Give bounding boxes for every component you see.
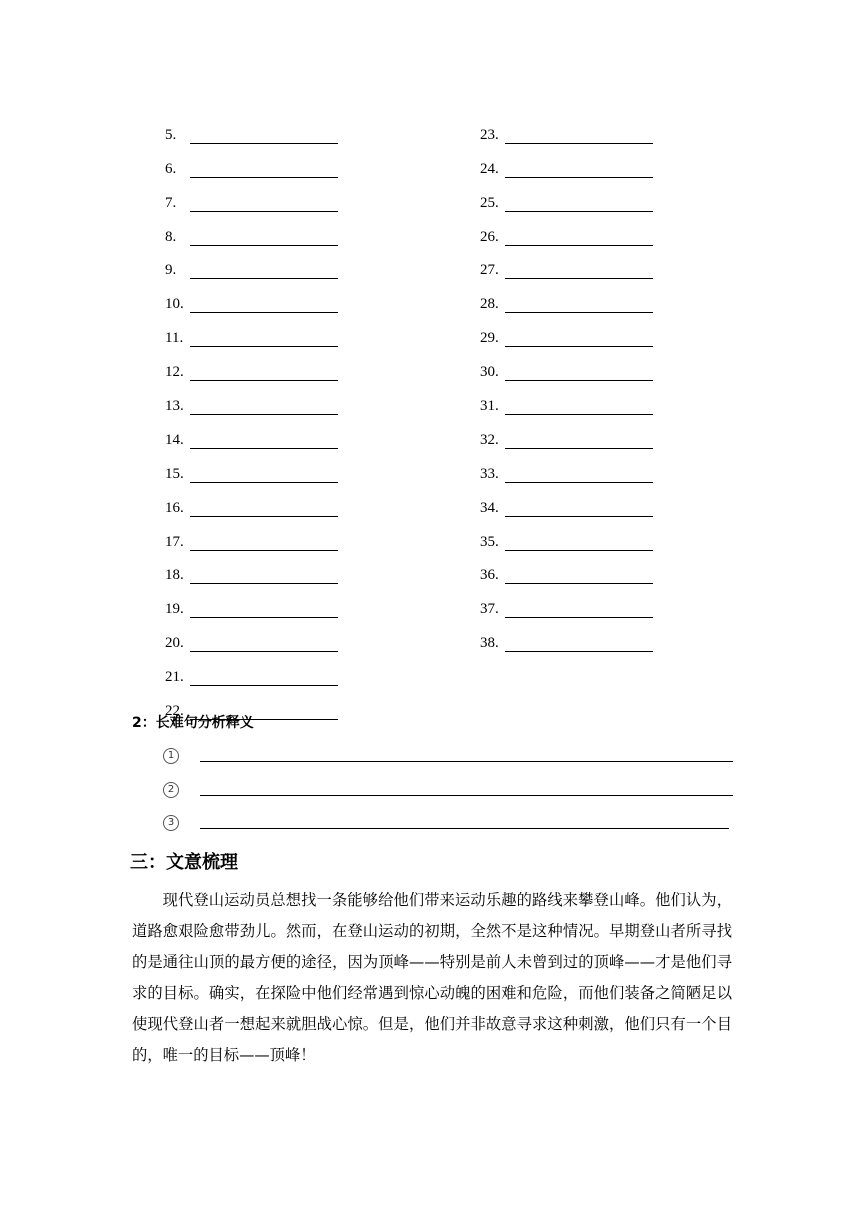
answer-blank[interactable]	[505, 534, 653, 551]
answer-line[interactable]	[200, 761, 733, 762]
answer-row	[480, 212, 740, 246]
answer-number: 11.	[165, 330, 184, 347]
sentence-analysis-row	[163, 815, 733, 837]
answer-blank[interactable]	[505, 161, 653, 178]
section-3-title: 三：文意梳理	[130, 852, 238, 873]
answer-row	[165, 381, 425, 415]
answer-number: 31.	[480, 398, 499, 415]
answer-number: 21.	[165, 669, 184, 686]
answer-blank[interactable]	[505, 466, 653, 483]
answer-line[interactable]	[200, 795, 733, 796]
answer-number: 5.	[165, 126, 177, 143]
passage-paragraph: 现代登山运动员总想找一条能够给他们带来运动乐趣的路线来攀登山峰。他们认为，道路愈艰险愈带劲儿。然而，在登山运动的初期，全然不是这种情况。早期登山者所寻找的是通往山顶的最方便的途径，因为顶峰——特别是前人未曾到过的顶峰——才是他们寻求的目标。确实，在探险中他们经常遇到惊心动魄的困难和危险，而他们装备之简陋足以使现代登山者一想起来就胆战心惊。但是，他们并非故意寻求这种刺激，他们只有一个目的，唯一的目标——顶峰！	[132, 891, 732, 1064]
answer-row	[480, 313, 740, 347]
answer-number: 18.	[165, 567, 184, 584]
answer-line[interactable]	[200, 828, 729, 829]
answer-row	[165, 415, 425, 449]
answer-blank[interactable]	[505, 567, 653, 584]
answer-number: 8.	[165, 228, 177, 245]
answer-number: 14.	[165, 431, 184, 448]
answer-blank[interactable]	[505, 229, 653, 246]
answer-row	[480, 517, 740, 551]
answer-row	[165, 212, 425, 246]
answer-number: 28.	[480, 296, 499, 313]
answer-row	[480, 110, 740, 144]
answer-number: 19.	[165, 601, 184, 618]
answer-blank[interactable]	[190, 161, 338, 178]
answer-number: 10.	[165, 296, 184, 313]
answer-blank[interactable]	[190, 432, 338, 449]
answer-number: 7.	[165, 194, 177, 211]
answer-row	[165, 584, 425, 618]
answer-number: 24.	[480, 160, 499, 177]
answer-blank[interactable]	[505, 127, 653, 144]
answer-blank[interactable]	[190, 127, 338, 144]
answer-blank[interactable]	[505, 364, 653, 381]
answer-row	[480, 279, 740, 313]
answer-row	[165, 618, 425, 652]
answer-row	[165, 313, 425, 347]
answer-number: 34.	[480, 499, 499, 516]
answer-blank[interactable]	[190, 330, 338, 347]
answer-blank[interactable]	[190, 398, 338, 415]
answer-blank[interactable]	[190, 364, 338, 381]
answer-blank[interactable]	[190, 669, 338, 686]
answer-row	[165, 483, 425, 517]
answer-row	[480, 415, 740, 449]
answer-blank[interactable]	[190, 534, 338, 551]
answer-row	[165, 517, 425, 551]
answer-row	[480, 551, 740, 585]
answer-row	[480, 449, 740, 483]
section-2-title: 2：长难句分析释义	[132, 715, 254, 731]
answer-column-left	[165, 110, 425, 720]
answer-row	[165, 279, 425, 313]
answer-row	[480, 584, 740, 618]
answer-blank[interactable]	[505, 635, 653, 652]
answer-blank[interactable]	[190, 296, 338, 313]
answer-number: 26.	[480, 228, 499, 245]
answer-number: 35.	[480, 533, 499, 550]
answer-number: 33.	[480, 465, 499, 482]
answer-row	[480, 246, 740, 280]
answer-number: 23.	[480, 126, 499, 143]
answer-number: 17.	[165, 533, 184, 550]
answer-row	[480, 144, 740, 178]
answer-number: 6.	[165, 160, 177, 177]
answer-number: 22.	[165, 703, 184, 720]
answer-blank[interactable]	[505, 262, 653, 279]
answer-row	[165, 652, 425, 686]
answer-number: 32.	[480, 431, 499, 448]
answer-row	[165, 449, 425, 483]
answer-row	[480, 483, 740, 517]
answer-row	[480, 347, 740, 381]
sentence-analysis-row	[163, 782, 733, 804]
answer-column-right	[480, 110, 740, 652]
answer-blank[interactable]	[190, 635, 338, 652]
answer-row	[165, 178, 425, 212]
answer-blank[interactable]	[505, 398, 653, 415]
answer-row	[165, 144, 425, 178]
answer-blank[interactable]	[190, 262, 338, 279]
answer-row	[480, 618, 740, 652]
answer-number: 16.	[165, 499, 184, 516]
answer-row	[165, 246, 425, 280]
answer-number: 9.	[165, 262, 177, 279]
answer-blank[interactable]	[505, 432, 653, 449]
answer-blank[interactable]	[190, 229, 338, 246]
answer-number: 20.	[165, 635, 184, 652]
answer-blank[interactable]	[190, 500, 338, 517]
answer-number: 30.	[480, 364, 499, 381]
circled-number: 1	[163, 748, 179, 764]
answer-number: 25.	[480, 194, 499, 211]
answer-blank[interactable]	[190, 601, 338, 618]
answer-number: 27.	[480, 262, 499, 279]
sentence-analysis-row	[163, 748, 733, 770]
answer-number: 29.	[480, 330, 499, 347]
answer-row	[165, 551, 425, 585]
circled-number: 3	[163, 815, 179, 831]
answer-row	[480, 381, 740, 415]
answer-number: 37.	[480, 601, 499, 618]
answer-blank[interactable]	[190, 567, 338, 584]
answer-row	[165, 347, 425, 381]
answer-number: 38.	[480, 635, 499, 652]
answer-row	[165, 110, 425, 144]
answer-blank[interactable]	[190, 195, 338, 212]
answer-blank[interactable]	[505, 500, 653, 517]
answer-row	[480, 178, 740, 212]
answer-blank[interactable]	[505, 195, 653, 212]
answer-number: 15.	[165, 465, 184, 482]
circled-number: 2	[163, 782, 179, 798]
answer-blank[interactable]	[505, 601, 653, 618]
answer-number: 36.	[480, 567, 499, 584]
answer-blank[interactable]	[190, 466, 338, 483]
answer-number: 12.	[165, 364, 184, 381]
answer-blank[interactable]	[505, 330, 653, 347]
answer-blank[interactable]	[505, 296, 653, 313]
answer-number: 13.	[165, 398, 184, 415]
